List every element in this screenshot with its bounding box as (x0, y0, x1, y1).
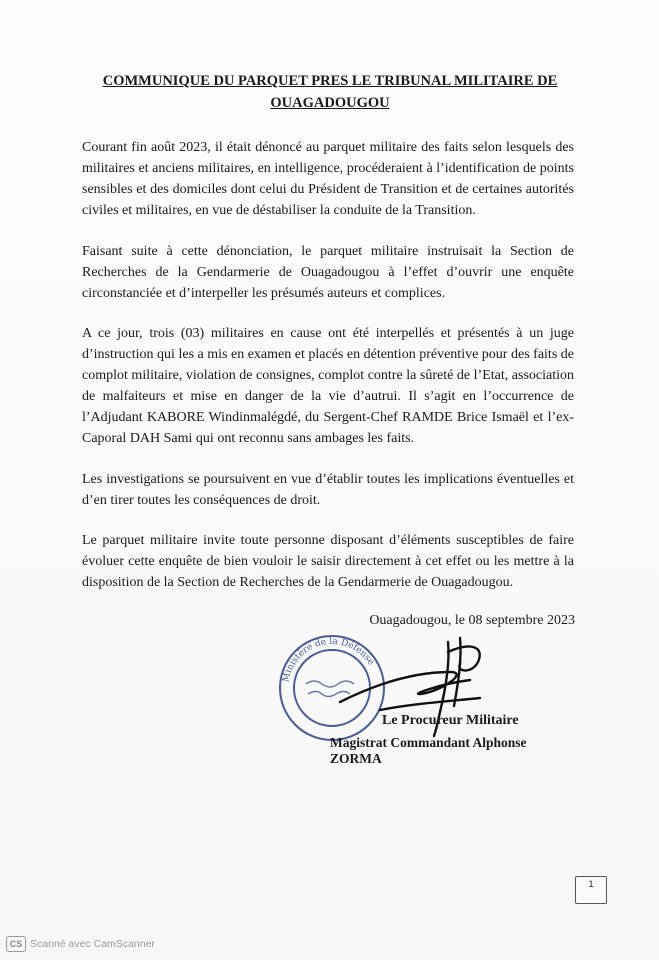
place-date: Ouagadougou, le 08 septembre 2023 (369, 613, 575, 628)
paragraph-1: Courant fin août 2023, il était dénoncé au parquet militaire des faits selon lesquels des militaires et anciens militaires, en intelligence, procéderaient à l’identification de points sensibles et des domiciles dont celui du Président de Transition et de certaines autorités civiles et militaires, en vue de déstabiliser la conduite de la Transition. (82, 140, 574, 218)
scanner-text: Scanné avec CamScanner (30, 938, 155, 950)
paragraph-2: Faisant suite à cette dénonciation, le parquet militaire instruisait la Section de Recherches de la Gendarmerie de Ouagadougou à l’effet d’ouvrir une enquête circonstanciée et d’interpeller les présumés auteurs et complices. (82, 244, 574, 301)
camscanner-logo-icon: CS (6, 936, 26, 952)
title-line-2: OUAGADOUGOU (270, 95, 390, 111)
signatory-name: Magistrat Commandant Alphonse ZORMA (330, 735, 527, 766)
paragraph-3: A ce jour, trois (03) militaires en cause ont été interpellés et présentés à un juge d’instruction qui les a mis en examen et placés en détention préventive pour des faits de complot militaire, violation de consignes, complot contre la sûreté de l’Etat, association de malfaiteurs et mise en danger de la vie d’autrui. Il s’agit en l’occurrence de l’Adjudant KABORE Windinmalégdé, du Sergent-Chef RAMDE Brice Ismaël et l’ex-Caporal DAH Sami qui ont reconnu sans ambages les faits. (82, 326, 574, 446)
paragraph-5: Le parquet militaire invite toute personne disposant d’éléments susceptibles de faire évoluer cette enquête de bien vouloir le saisir directement à cet effet ou les mettre à la disposition de la Section de Recherches de la Gendarmerie de Ouagadougou. (82, 533, 574, 590)
title-line-1: COMMUNIQUE DU PARQUET PRES LE TRIBUNAL MILITAIRE DE (102, 73, 558, 89)
svg-text:Ministère de la Défense: Ministère de la Défense (281, 636, 376, 684)
signatory-title: Le Procureur Militaire (382, 713, 519, 728)
page-number: 1 (575, 876, 607, 904)
scanner-watermark (6, 935, 155, 953)
document-title (80, 70, 580, 114)
paragraph-4: Les investigations se poursuivent en vue d’établir toutes les implications éventuelles et d’en tirer toutes les conséquences de droit. (82, 472, 574, 508)
